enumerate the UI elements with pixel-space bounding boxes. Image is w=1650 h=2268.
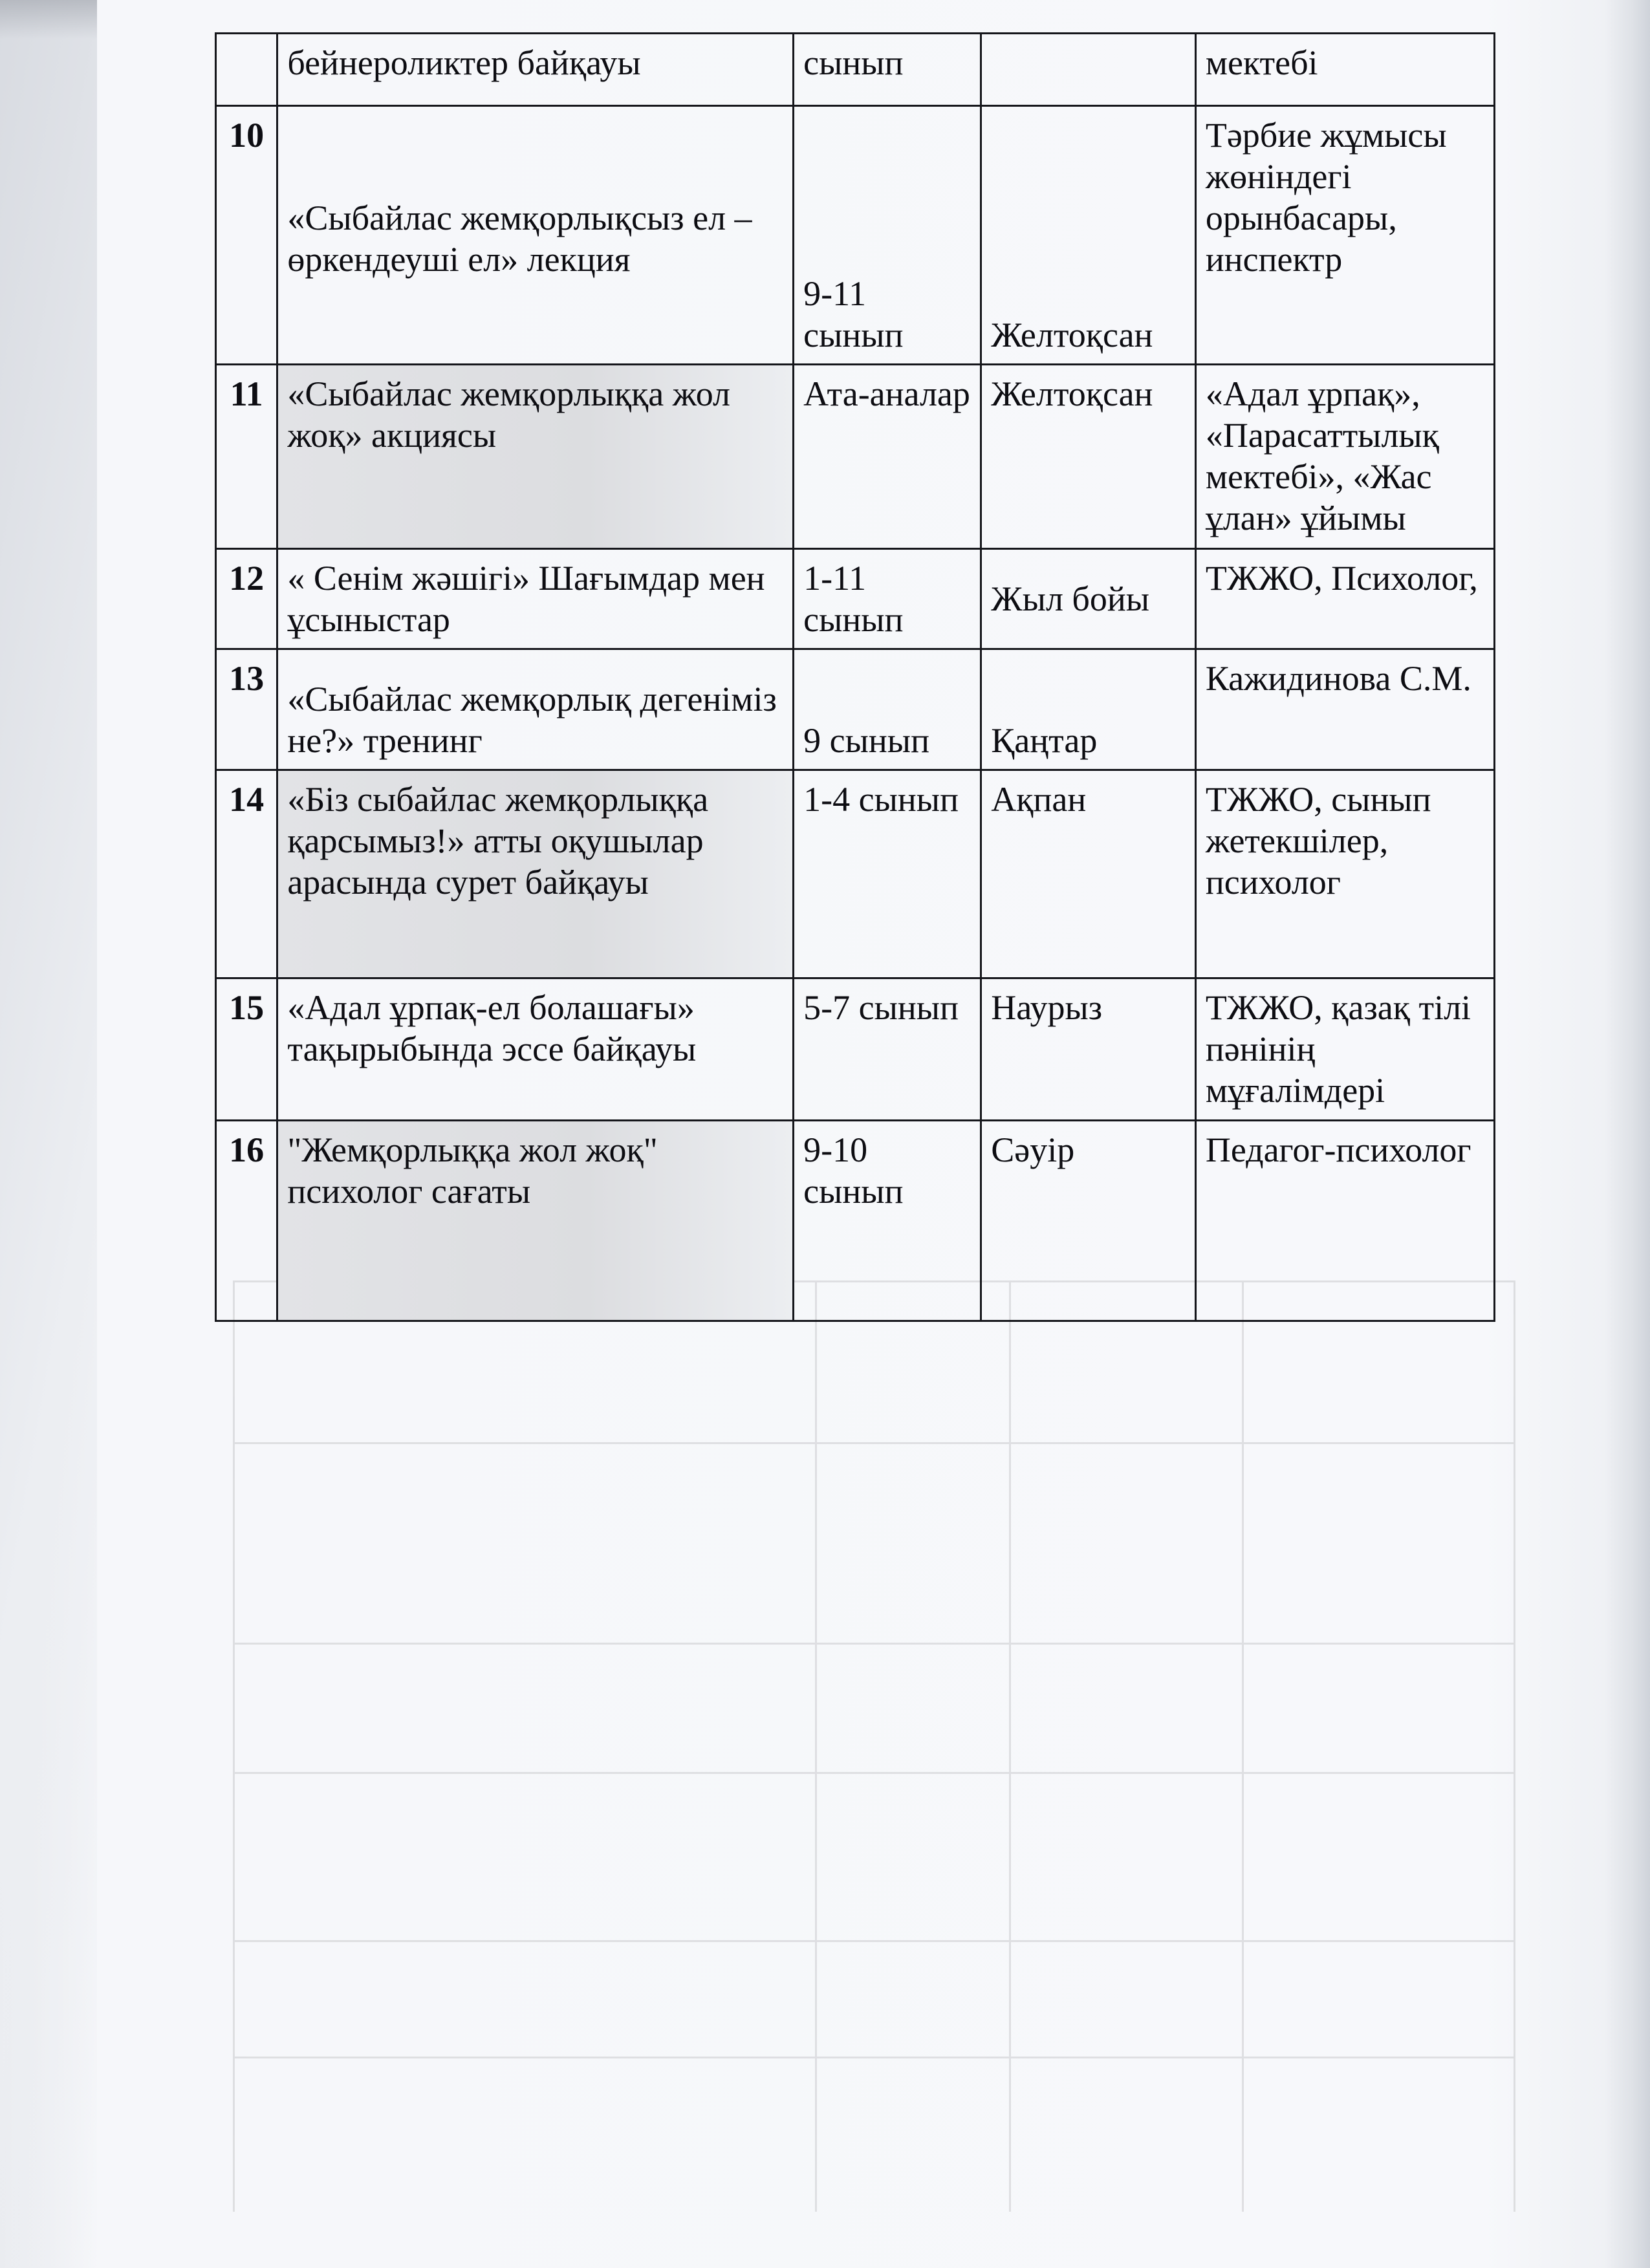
table-row: [216, 1121, 1495, 1321]
event-title: "Жемқорлыққа жол жоқ" психолог сағаты: [277, 1121, 794, 1321]
row-number: 11: [216, 365, 277, 549]
event-responsible: Педагог-психолог: [1195, 1121, 1494, 1321]
event-responsible: Тәрбие жұмысы жөніндегі орынбасары, инспектр: [1195, 106, 1494, 365]
page-edge-left: [0, 0, 97, 2268]
event-title: «Сыбайлас жемқорлық дегеніміз не?» тренинг: [277, 649, 794, 770]
row-number: 14: [216, 770, 277, 978]
row-number: [216, 34, 277, 106]
event-date: Ақпан: [981, 770, 1196, 978]
event-title: «Сыбайлас жемқорлықсыз ел – өркендеуші ел» лекция: [277, 106, 794, 365]
event-date: Желтоқсан: [981, 365, 1196, 549]
event-class: 1-11 сынып: [794, 549, 981, 649]
event-responsible: ТЖЖО, сынып жетекшілер, психолог: [1195, 770, 1494, 978]
events-table: [215, 32, 1495, 1322]
event-class: 9-10 сынып: [794, 1121, 981, 1321]
event-responsible: ТЖЖО, қазақ тілі пәнінің мұғалімдері: [1195, 978, 1494, 1121]
event-responsible: ТЖЖО, Психолог,: [1195, 549, 1494, 649]
event-title: «Біз сыбайлас жемқорлыққа қарсымыз!» атты оқушылар арасында сурет байқауы: [277, 770, 794, 978]
event-class: Ата-аналар: [794, 365, 981, 549]
event-date: [981, 34, 1196, 106]
event-date: Жыл бойы: [981, 549, 1196, 649]
event-date: Желтоқсан: [981, 106, 1196, 365]
event-date: Наурыз: [981, 978, 1196, 1121]
event-responsible: Кажидинова С.М.: [1195, 649, 1494, 770]
event-class: 5-7 сынып: [794, 978, 981, 1121]
page-edge-right: [1605, 0, 1650, 2268]
event-responsible: мектебі: [1195, 34, 1494, 106]
event-title: «Сыбайлас жемқорлыққа жол жоқ» акциясы: [277, 365, 794, 549]
event-class: 1-4 сынып: [794, 770, 981, 978]
row-number: 12: [216, 549, 277, 649]
table-row: [216, 549, 1495, 649]
table-row: [216, 770, 1495, 978]
row-number: 16: [216, 1121, 277, 1321]
event-date: Сәуір: [981, 1121, 1196, 1321]
event-class: 9 сынып: [794, 649, 981, 770]
corner-shadow: [0, 0, 97, 39]
event-date: Қаңтар: [981, 649, 1196, 770]
bleed-through-table: [233, 1280, 1514, 2212]
row-number: 10: [216, 106, 277, 365]
table-row: [216, 365, 1495, 549]
row-number: 15: [216, 978, 277, 1121]
table-row: [216, 34, 1495, 106]
event-responsible: «Адал ұрпақ», «Парасаттылық мектебі», «Жас ұлан» ұйымы: [1195, 365, 1494, 549]
event-title: « Сенім жәшігі» Шағымдар мен ұсыныстар: [277, 549, 794, 649]
event-class: 9-11 сынып: [794, 106, 981, 365]
table-row: [216, 106, 1495, 365]
event-title: «Адал ұрпақ-ел болашағы» тақырыбында эссе байқауы: [277, 978, 794, 1121]
table-row: [216, 649, 1495, 770]
event-class: сынып: [794, 34, 981, 106]
row-number: 13: [216, 649, 277, 770]
table-row: [216, 978, 1495, 1121]
event-title: бейнероликтер байқауы: [277, 34, 794, 106]
